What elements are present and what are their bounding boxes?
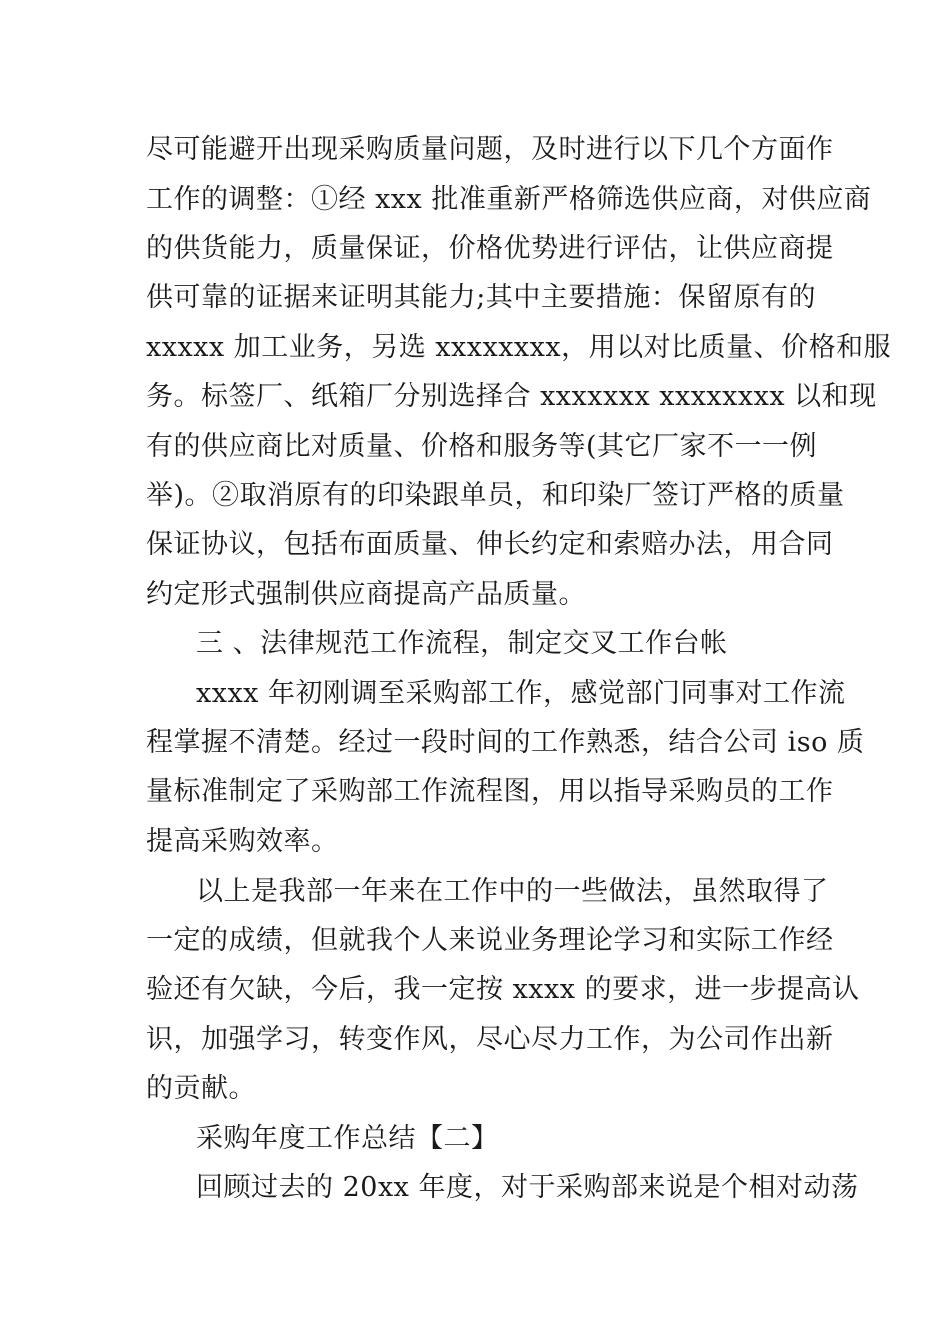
text-line: 举)。②取消原有的印染跟单员，和印染厂签订严格的质量: [146, 480, 845, 511]
text-line: 量标准制定了采购部工作流程图，用以指导采购员的工作: [146, 776, 834, 807]
paragraph-end-line: 提高采购效率。: [146, 826, 339, 857]
section-heading: 三 、法律规范工作流程，制定交叉工作台帐: [196, 628, 728, 659]
text-line: 有的供应商比对质量、价格和服务等(其它厂家不一一例: [146, 431, 818, 462]
text-line: 务。标签厂、纸箱厂分别选择合 xxxxxxx xxxxxxxx 以和现: [146, 381, 877, 412]
text-line: xxxxx 加工业务，另选 xxxxxxxx，用以对比质量、价格和服: [146, 332, 892, 363]
text-line: 验还有欠缺，今后，我一定按 xxxx 的要求，进一步提高认: [146, 974, 860, 1005]
text-line: 尽可能避开出现采购质量问题，及时进行以下几个方面作: [146, 134, 834, 165]
text-line: 保证协议，包括布面质量、伸长约定和索赔办法，用合同: [146, 529, 834, 560]
paragraph-end-line: 的贡献。: [146, 1073, 256, 1104]
paragraph-end-line: 约定形式强制供应商提高产品质量。: [146, 579, 586, 610]
text-line: 供可靠的证据来证明其能力;其中主要措施：保留原有的: [146, 282, 816, 313]
text-line: 的供货能力，质量保证，价格优势进行评估，让供应商提: [146, 233, 834, 264]
text-line: 工作的调整：①经 xxx 批准重新严格筛选供应商，对供应商: [146, 184, 872, 215]
text-line: 一定的成绩，但就我个人来说业务理论学习和实际工作经: [146, 925, 834, 956]
paragraph-first-line: 回顾过去的 20xx 年度，对于采购部来说是个相对动荡: [196, 1172, 859, 1203]
text-line: 识，加强学习，转变作风，尽心尽力工作，为公司作出新: [146, 1024, 834, 1055]
paragraph-first-line: 以上是我部一年来在工作中的一些做法，虽然取得了: [196, 876, 829, 907]
section-title: 采购年度工作总结【二】: [196, 1123, 499, 1154]
text-line: 程掌握不清楚。经过一段时间的工作熟悉，结合公司 iso 质: [146, 727, 865, 758]
paragraph-first-line: xxxx 年初刚调至采购部工作，感觉部门同事对工作流: [196, 678, 846, 709]
